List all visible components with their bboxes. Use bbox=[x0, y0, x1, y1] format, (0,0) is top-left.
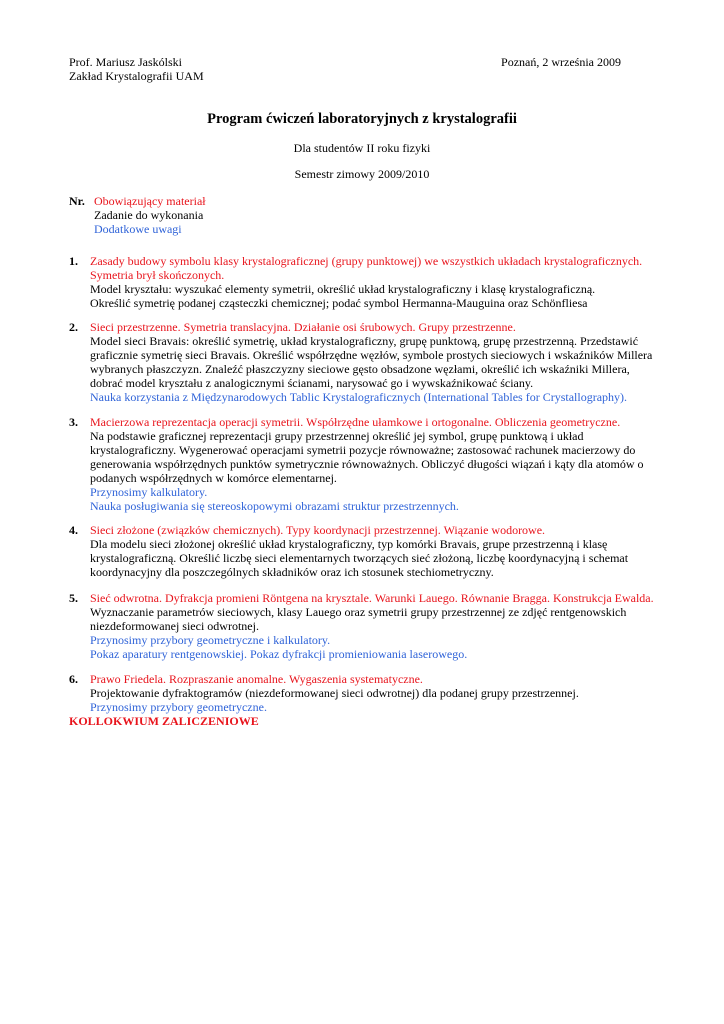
subtitle-semester: Semestr zimowy 2009/2010 bbox=[294, 167, 430, 181]
item-task-line: dobrać model kryształu z analogicznymi ścianami, narysować go i wywskaźnikować ściany. bbox=[90, 376, 534, 390]
item-task-line: wybranych płaszczyzn. Znaleźć płaszczyzny sieciowe gęsto obsadzone węzłami, określić ich wskaźniki Millera, bbox=[90, 362, 630, 376]
item-task-line: koordynacyjny dla poszczególnych składników oraz ich stosunek stechiometryczny. bbox=[90, 565, 494, 579]
item-task-line: krystalograficzną. Określić liczbę sieci elementarnych tworzących sieć złożoną, liczbę koordynacyjną i schemat bbox=[90, 551, 629, 565]
item-remark-line: Przynosimy przybory geometryczne i kalkulatory. bbox=[90, 633, 331, 647]
program-item-2 bbox=[69, 320, 669, 404]
item-remark-line: Nauka korzystania z Międzynarodowych Tablic Krystalograficznych (International Tables for Crystallography). bbox=[90, 390, 628, 404]
item-task-line: niezdeformowanej sieci odwrotnej. bbox=[90, 619, 259, 633]
place-date: Poznań, 2 września 2009 bbox=[501, 55, 621, 69]
legend-material: Obowiązujący materiał bbox=[94, 194, 206, 208]
author-name: Prof. Mariusz Jaskólski bbox=[69, 55, 182, 69]
item-task-line: Model kryształu: wyszukać elementy symetrii, określić układ krystalograficzny i klasę krystalograficzną. bbox=[90, 282, 596, 296]
program-item-1 bbox=[69, 254, 669, 310]
program-item-3 bbox=[69, 415, 669, 513]
item-task-line: krystalograficzny. Wygenerować operacjami symetrii pozycje równoważne; zastosować rachunek macierzowy do bbox=[90, 443, 636, 457]
item-material-line: Prawo Friedela. Rozpraszanie anomalne. Wygaszenia systematyczne. bbox=[90, 672, 423, 686]
item-material-line: Zasady budowy symbolu klasy krystalograficznej (grupy punktowej) we wszystkich układach krystalograficznych. bbox=[90, 254, 643, 268]
item-task-line: Model sieci Bravais: określić symetrię, układ krystalograficzny, grupę punktową, grupę przestrzenną. Przedstawić bbox=[90, 334, 639, 348]
program-item-5 bbox=[69, 591, 669, 661]
item-task-line: Wyznaczanie parametrów sieciowych, klasy Lauego oraz symetrii grupy przestrzennej ze zdjęć rentgenowskich bbox=[90, 605, 627, 619]
item-number: 6. bbox=[69, 672, 78, 686]
item-number: 5. bbox=[69, 591, 78, 605]
legend-remarks: Dodatkowe uwagi bbox=[94, 222, 182, 236]
subtitle-students: Dla studentów II roku fizyki bbox=[293, 141, 431, 155]
item-number: 1. bbox=[69, 254, 78, 268]
header-left bbox=[69, 55, 204, 83]
item-remark-line: Pokaz aparatury rentgenowskiej. Pokaz dyfrakcji promieniowania laserowego. bbox=[90, 647, 468, 661]
item-task-line: generowania współrzędnych punktów symetrycznie równoważnych. Obliczyć długości wiązań i kąty dla atomów o bbox=[90, 457, 644, 471]
item-number: 4. bbox=[69, 523, 78, 537]
item-task-line: graficznie symetrię sieci Bravais. Określić współrzędne węzłów, symbole prostych sieciowych i wskaźników Millera bbox=[90, 348, 653, 362]
legend-task: Zadanie do wykonania bbox=[94, 208, 204, 222]
item-task-line: podanych współrzędnych w komórce elementarnej. bbox=[90, 471, 337, 485]
item-remark-line: Nauka posługiwania się stereoskopowymi obrazami struktur przestrzennych. bbox=[90, 499, 459, 513]
item-task-line: Określić symetrię podanej cząsteczki chemicznej; podać symbol Hermanna-Mauguina oraz Schönfliesa bbox=[90, 296, 588, 310]
item-task-line: Projektowanie dyfraktogramów (niezdeformowanej sieci odwrotnej) dla podanej grupy przestrzennej. bbox=[90, 686, 579, 700]
item-material-line: Macierzowa reprezentacja operacji symetrii. Współrzędne ułamkowe i ortogonalne. Obliczenia geometryczne. bbox=[90, 415, 621, 429]
department-name: Zakład Krystalografii UAM bbox=[69, 69, 204, 83]
item-number: 3. bbox=[69, 415, 78, 429]
program-item-6 bbox=[69, 672, 669, 714]
legend bbox=[69, 194, 206, 236]
item-material-line: Sieci złożone (związków chemicznych). Typy koordynacji przestrzennej. Wiązanie wodorowe. bbox=[90, 523, 546, 537]
item-task-line: Dla modelu sieci złożonej określić układ krystalograficzny, typ komórki Bravais, grupe przestrzenną i klasę bbox=[90, 537, 608, 551]
item-material-line: Symetria brył skończonych. bbox=[90, 268, 225, 282]
program-item-4 bbox=[69, 523, 669, 579]
item-number: 2. bbox=[69, 320, 78, 334]
document-title: Program ćwiczeń laboratoryjnych z krystalografii bbox=[207, 111, 517, 127]
item-remark-line: Przynosimy kalkulatory. bbox=[90, 485, 208, 499]
item-material-line: Sieci przestrzenne. Symetria translacyjna. Działanie osi śrubowych. Grupy przestrzenne. bbox=[90, 320, 516, 334]
final-colloquium-note: KOLLOKWIUM ZALICZENIOWE bbox=[69, 714, 259, 728]
item-material-line: Sieć odwrotna. Dyfrakcja promieni Röntgena na krysztale. Warunki Lauego. Równanie Bragga. Konstrukcja Ewalda. bbox=[90, 591, 654, 605]
legend-nr: Nr. bbox=[69, 194, 85, 208]
item-remark-line: Przynosimy przybory geometryczne. bbox=[90, 700, 267, 714]
item-task-line: Na podstawie graficznej reprezentacji grupy przestrzennej określić jej symbol, grupę punktową i układ bbox=[90, 429, 584, 443]
